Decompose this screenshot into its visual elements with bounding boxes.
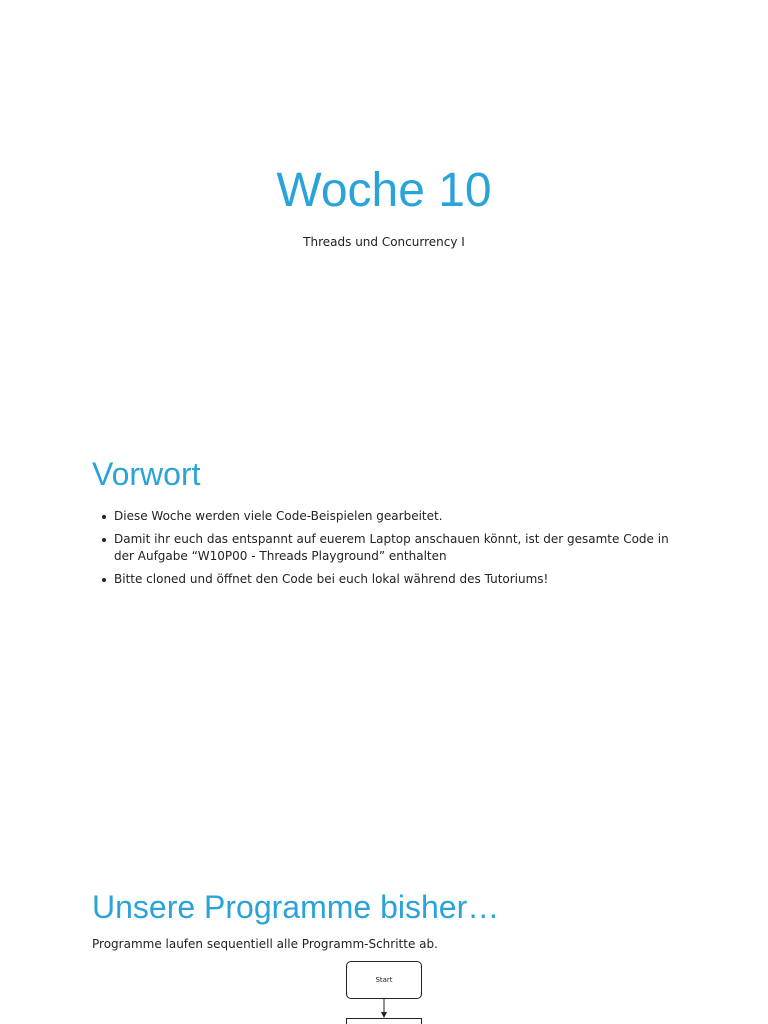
section-paragraph: Programme laufen sequentiell alle Programm-Schritte ab. (92, 937, 438, 951)
bullet-item: Diese Woche werden viele Code-Beispielen gearbeitet. (92, 508, 672, 525)
flowchart-start-label: Start (375, 976, 393, 984)
flowchart-start-node (346, 961, 422, 999)
bullet-item: Bitte cloned und öffnet den Code bei euch lokal während des Tutoriums! (92, 571, 672, 588)
flowchart-arrow (376, 998, 392, 1020)
flowchart-step-node (346, 1018, 422, 1024)
bullet-item: Damit ihr euch das entspannt auf euerem Laptop anschauen könnt, ist der gesamte Code in der Aufgabe “W10P00 - Threads Playground” enthalten (92, 531, 672, 565)
section-heading-vorwort: Vorwort (92, 456, 201, 492)
slide-title: Woche 10 (276, 164, 492, 217)
slide-subtitle: Threads und Concurrency I (303, 235, 465, 249)
bullet-list (92, 508, 672, 594)
section-heading-programme: Unsere Programme bisher… (92, 889, 500, 925)
